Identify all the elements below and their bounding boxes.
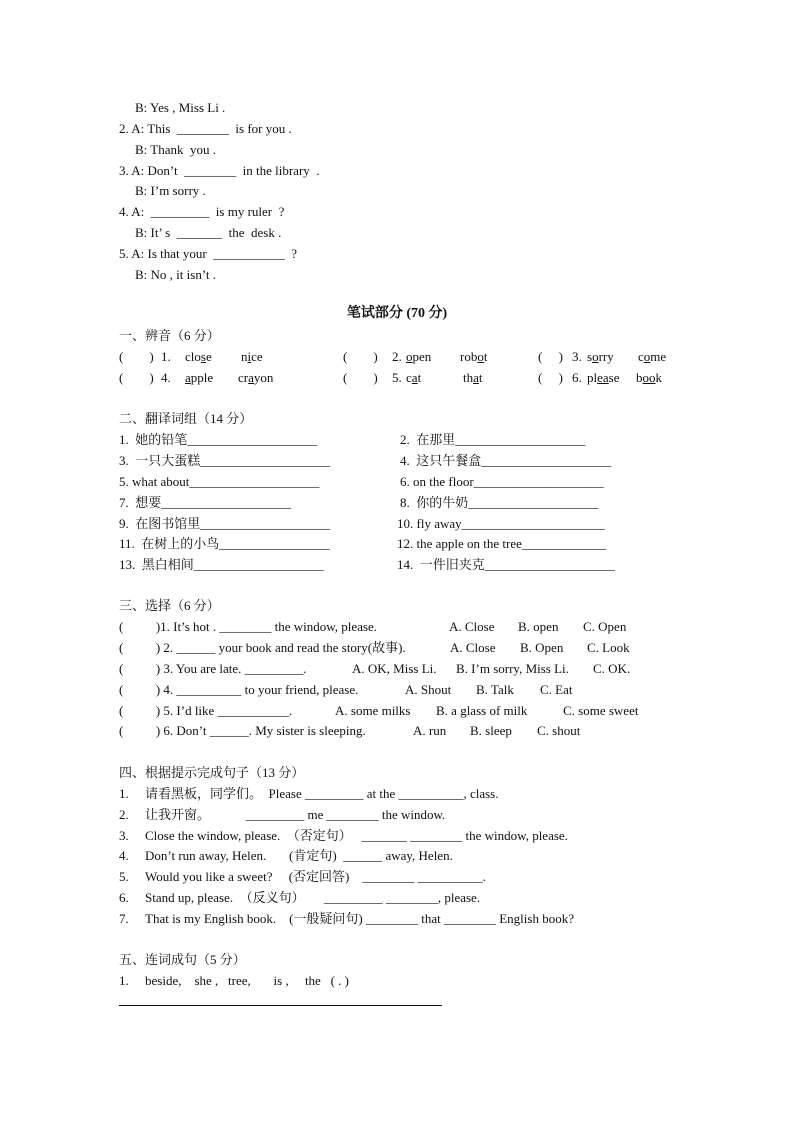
word-option: come	[638, 349, 667, 364]
translate-item: 13. 黑白相间____________________	[119, 557, 324, 572]
answer-paren: ( )	[343, 370, 378, 385]
section-title: 二、翻译词组（14 分）	[119, 411, 253, 426]
sentence-item: 让我开窗。 _________ me ________ the window.	[145, 807, 446, 822]
translate-item: 10. fly away______________________	[397, 516, 605, 531]
translate-item: 3. 一只大蛋糕____________________	[119, 453, 331, 468]
question-number: 1.	[161, 349, 171, 364]
translate-item: 9. 在图书馆里____________________	[119, 516, 331, 531]
choice-question: ( ) 3. You are late. _________.	[119, 661, 307, 676]
item-number: 2.	[119, 807, 129, 822]
word-option: cat	[406, 370, 422, 385]
item-number: 3.	[119, 828, 129, 843]
word-option: robot	[460, 349, 488, 364]
dialogue-line: B: It’ s _______ the desk .	[135, 225, 282, 240]
word-option: close	[185, 349, 212, 364]
translate-item: 8. 你的牛奶____________________	[400, 495, 599, 510]
choice-option-a: A. run	[413, 723, 447, 738]
word-option: that	[463, 370, 483, 385]
section-title: 三、选择（6 分）	[119, 598, 220, 613]
answer-paren: ( )	[538, 370, 563, 385]
item-number: 6.	[119, 890, 129, 905]
sentence-item: Close the window, please. （否定句） _______ ________ the window, please.	[145, 828, 568, 843]
dialogue-line: B: No , it isn’t .	[135, 267, 217, 282]
word-option: nice	[241, 349, 263, 364]
word-option: please	[587, 370, 620, 385]
answer-line	[119, 1005, 442, 1006]
answer-paren: ( )	[538, 349, 563, 364]
choice-question: ( ) 5. I’d like ___________.	[119, 703, 293, 718]
choice-option-b: B. open	[518, 619, 559, 634]
section-title: 一、辨音（6 分）	[119, 328, 220, 343]
dialogue-line: 5. A: Is that your ___________ ?	[119, 246, 298, 261]
choice-option-c: C. Eat	[540, 682, 573, 697]
item-number: 1.	[119, 973, 129, 988]
choice-option-b: B. Open	[520, 640, 564, 655]
written-part-title: 笔试部分 (70 分)	[346, 306, 448, 321]
item-number: 5.	[119, 869, 129, 884]
item-number: 7.	[119, 911, 129, 926]
question-number: 5.	[392, 370, 402, 385]
choice-option-a: A. some milks	[335, 703, 411, 718]
translate-item: 4. 这只午餐盒____________________	[400, 453, 612, 468]
word-option: open	[406, 349, 432, 364]
choice-option-b: B. sleep	[470, 723, 512, 738]
section-title: 四、根据提示完成句子（13 分）	[119, 765, 305, 780]
choice-option-c: C. Look	[587, 640, 630, 655]
choice-question: ( ) 2. ______ your book and read the story(故事).	[119, 640, 406, 655]
translate-item: 6. on the floor____________________	[400, 474, 604, 489]
section-title: 五、连词成句（5 分）	[119, 952, 246, 967]
choice-question: ( )1. It’s hot . ________ the window, please.	[119, 619, 378, 634]
choice-option-c: C. shout	[537, 723, 581, 738]
choice-option-b: B. I’m sorry, Miss Li.	[456, 661, 569, 676]
item-number: 1.	[119, 786, 129, 801]
word-order-item: beside, she , tree, is , the ( . )	[145, 973, 349, 988]
dialogue-line: 2. A: This ________ is for you .	[119, 121, 292, 136]
sentence-item: 请看黑板，同学们。 Please _________ at the __________, class.	[145, 786, 499, 801]
answer-paren: ( )	[119, 349, 154, 364]
sentence-item: Would you like a sweet? (否定回答) ________ __________.	[145, 869, 486, 884]
choice-option-a: A. Close	[449, 619, 495, 634]
dialogue-line: B: Thank you .	[135, 142, 217, 157]
choice-option-c: C. OK.	[593, 661, 631, 676]
dialogue-line: B: Yes , Miss Li .	[135, 100, 226, 115]
sentence-item: Don’t run away, Helen. (肯定句) ______ away, Helen.	[145, 848, 453, 863]
word-option: crayon	[238, 370, 274, 385]
choice-option-b: B. Talk	[476, 682, 514, 697]
sentence-item: Stand up, please. （反义句） _________ ________, please.	[145, 890, 481, 905]
translate-item: 7. 想要____________________	[119, 495, 292, 510]
translate-item: 5. what about____________________	[119, 474, 320, 489]
choice-option-b: B. a glass of milk	[436, 703, 528, 718]
translate-item: 2. 在那里____________________	[400, 432, 586, 447]
question-number: 4.	[161, 370, 171, 385]
question-number: 6.	[572, 370, 582, 385]
choice-question: ( ) 4. __________ to your friend, please.	[119, 682, 359, 697]
question-number: 2.	[392, 349, 402, 364]
choice-question: ( ) 6. Don’t ______. My sister is sleeping.	[119, 723, 366, 738]
question-number: 3.	[572, 349, 582, 364]
word-option: book	[636, 370, 662, 385]
dialogue-line: 4. A: _________ is my ruler ?	[119, 204, 285, 219]
dialogue-line: B: I’m sorry .	[135, 183, 206, 198]
sentence-item: That is my English book. (一般疑问句) ________ that ________ English book?	[145, 911, 574, 926]
translate-item: 11. 在树上的小鸟_________________	[119, 536, 330, 551]
choice-option-c: C. some sweet	[563, 703, 639, 718]
word-option: apple	[185, 370, 214, 385]
choice-option-c: C. Open	[583, 619, 627, 634]
translate-item: 14. 一件旧夹克____________________	[397, 557, 615, 572]
word-option: sorry	[587, 349, 614, 364]
choice-option-a: A. Shout	[405, 682, 452, 697]
item-number: 4.	[119, 848, 129, 863]
translate-item: 12. the apple on the tree_____________	[397, 536, 607, 551]
translate-item: 1. 她的铅笔____________________	[119, 432, 318, 447]
choice-option-a: A. OK, Miss Li.	[352, 661, 437, 676]
answer-paren: ( )	[343, 349, 378, 364]
dialogue-line: 3. A: Don’t ________ in the library .	[119, 163, 320, 178]
answer-paren: ( )	[119, 370, 154, 385]
choice-option-a: A. Close	[450, 640, 496, 655]
